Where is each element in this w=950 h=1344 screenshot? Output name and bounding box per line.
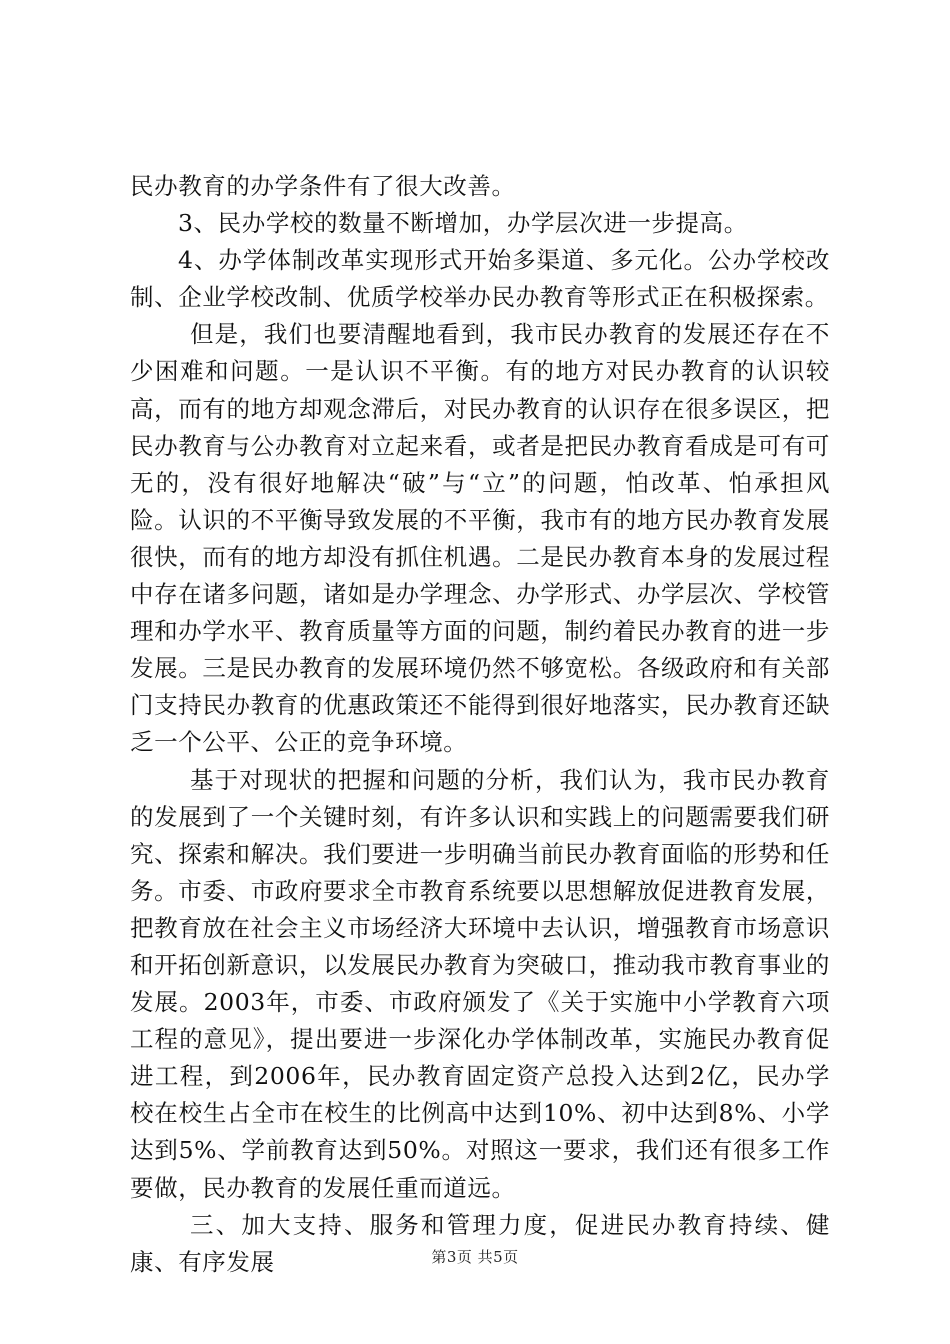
- document-body: [130, 168, 830, 1281]
- paragraph-analysis: 基于对现状的把握和问题的分析，我们认为，我市民办教育的发展到了一个关键时刻，有许多认识和实践上的问题需要我们研究、探索和解决。我们要进一步明确当前民办教育面临的形势和任务。市委、市政府要求全市教育系统要以思想解放促进教育发展，把教育放在社会主义市场经济大环境中去认识，增强教育市场意识和开拓创新意识，以发展民办教育为突破口，推动我市教育事业的发展。2003年，市委、市政府颁发了《关于实施中小学教育六项工程的意见》，提出要进一步深化办学体制改革，实施民办教育促进工程，到2006年，民办教育固定资产总投入达到2亿，民办学校在校生占全市在校生的比例高中达到10%、初中达到8%、小学达到5%、学前教育达到50%。对照这一要求，我们还有很多工作要做，民办教育的发展任重而道远。: [130, 765, 830, 1202]
- page-number-label: 第3页 共5页: [431, 1248, 519, 1266]
- page-footer: [0, 1246, 950, 1267]
- paragraph-problems: 但是，我们也要清醒地看到，我市民办教育的发展还存在不少困难和问题。一是认识不平衡。有的地方对民办教育的认识较高，而有的地方却观念滞后，对民办教育的认识存在很多误区，把民办教育与公办教育对立起来看，或者是把民办教育看成是可有可无的，没有很好地解决“破”与“立”的问题，怕改革、怕承担风险。认识的不平衡导致发展的不平衡，我市有的地方民办教育发展很快，而有的地方却没有抓住机遇。二是民办教育本身的发展过程中存在诸多问题，诸如是办学理念、办学形式、办学层次、学校管理和办学水平、教育质量等方面的问题，制约着民办教育的进一步发展。三是民办教育的发展环境仍然不够宽松。各级政府和有关部门支持民办教育的优惠政策还不能得到很好地落实，民办教育还缺乏一个公平、公正的竞争环境。: [130, 320, 830, 757]
- section-heading-3: 三、加大支持、服务和管理力度，促进民办教育持续、健康、有序发展: [130, 1210, 830, 1276]
- paragraph-item-4: 4、办学体制改革实现形式开始多渠道、多元化。公办学校改制、企业学校改制、优质学校举办民办教育等形式正在积极探索。: [130, 246, 830, 312]
- paragraph-item-3: 3、民办学校的数量不断增加，办学层次进一步提高。: [178, 209, 748, 238]
- paragraph-continuation: 民办教育的办学条件有了很大改善。: [130, 172, 516, 200]
